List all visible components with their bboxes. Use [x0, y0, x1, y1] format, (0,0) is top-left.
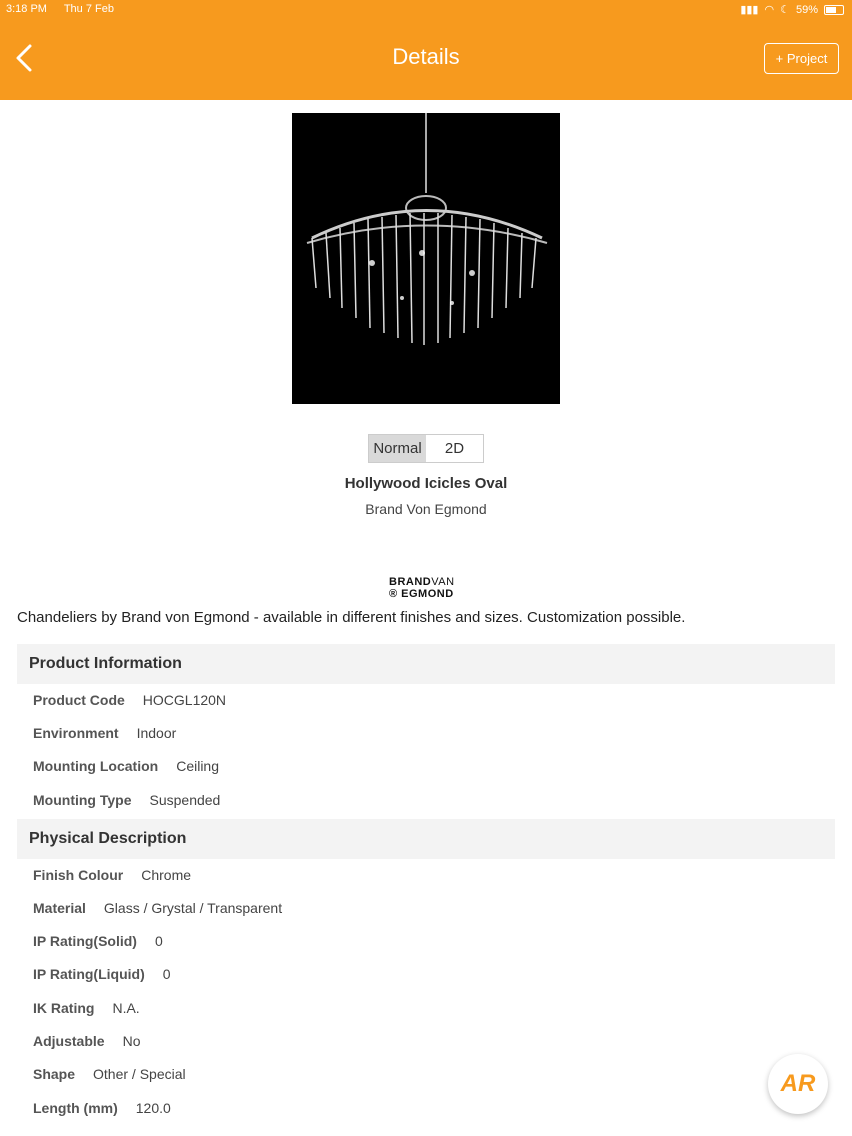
product-name: Hollywood Icicles Oval: [344, 475, 508, 492]
section-physical-description: [17, 819, 835, 859]
info-row: Length (mm) 120.0: [33, 1100, 171, 1116]
product-description: Chandeliers by Brand von Egmond - available in different finishes and sizes. Customization possible.: [17, 609, 686, 626]
chandelier-image: [292, 113, 560, 404]
navbar: [0, 18, 852, 100]
view-mode-2d[interactable]: 2D: [444, 440, 465, 457]
info-row: Material Glass / Grystal / Transparent: [33, 900, 283, 916]
status-time: 3:18 PM: [6, 3, 47, 15]
battery-icon: [824, 5, 844, 15]
info-row: Shape Other / Special: [33, 1066, 186, 1082]
signal-icon: ▮▮▮: [740, 4, 759, 16]
battery-percent: 59%: [795, 3, 818, 16]
info-row: Finish Colour Chrome: [33, 867, 192, 883]
info-row: IK Rating N.A.: [33, 1000, 140, 1016]
brand-name: Brand Von Egmond: [365, 501, 487, 517]
brand-logo: BRANDVAN ® EGMOND: [389, 576, 455, 600]
status-bar: [0, 0, 852, 18]
product-image: [292, 113, 560, 404]
info-row: Environment Indoor: [33, 725, 177, 741]
add-project-button[interactable]: + Project: [764, 43, 839, 74]
section-product-information: [17, 644, 835, 684]
view-mode-toggle: [368, 434, 484, 463]
info-row: IP Rating(Solid) 0: [33, 933, 163, 949]
page-title: Details: [392, 44, 460, 69]
info-row: Adjustable No: [33, 1033, 141, 1049]
status-date: Thu 7 Feb: [63, 3, 114, 15]
section-title: Product Information: [29, 655, 182, 672]
section-title: Physical Description: [29, 830, 187, 847]
info-row: Product Code HOCGL120N: [33, 692, 227, 708]
info-row: Mounting Type Suspended: [33, 792, 221, 808]
info-row: IP Rating(Liquid) 0: [33, 966, 171, 982]
info-row: Mounting Location Ceiling: [33, 758, 220, 774]
ar-view-button[interactable]: AR: [768, 1054, 828, 1114]
wifi-icon: ◠: [764, 4, 775, 16]
view-mode-normal[interactable]: Normal: [369, 435, 426, 462]
moon-icon: ☾: [780, 4, 790, 16]
